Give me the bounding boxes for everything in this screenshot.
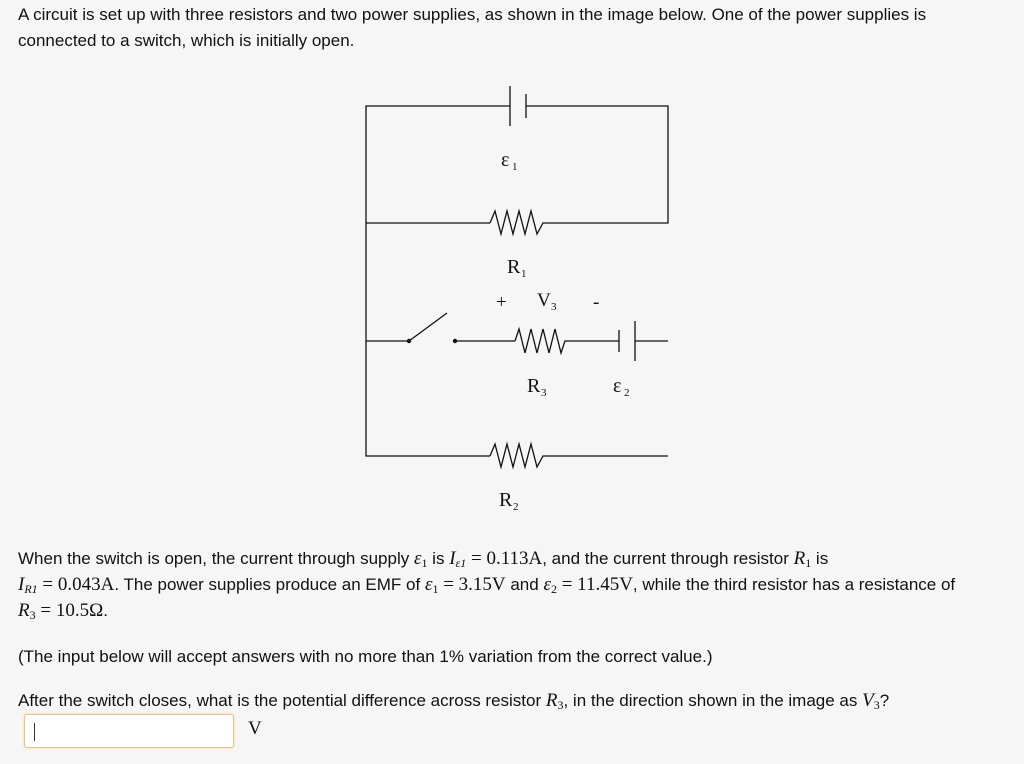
top-wire-right xyxy=(526,106,668,223)
v3-minus-sign: - xyxy=(593,292,600,313)
switch-pivot xyxy=(407,339,411,343)
resistor-r1 xyxy=(490,211,555,234)
tolerance-note: (The input below will accept answers with no more than 1% variation from the correct value.) xyxy=(18,647,713,666)
v3-label: V xyxy=(537,290,551,311)
eps2-subscript: 2 xyxy=(624,387,630,399)
middle-wire-left xyxy=(366,223,409,341)
problem-intro: A circuit is set up with three resistors and two power supplies, as shown in the image below. One of the power supplies is connected to a switch, which is initially open. xyxy=(18,5,927,50)
r3-subscript: 3 xyxy=(541,387,547,399)
answer-input[interactable] xyxy=(24,714,234,748)
question-text: After the switch closes, what is the potential difference across resistor $R_3$, in the direction shown in the image as $V_3$? xyxy=(18,690,890,712)
top-wire-left xyxy=(366,106,510,223)
switch-blade xyxy=(409,313,447,341)
v3-plus-sign: + xyxy=(496,292,507,313)
r2-label: R xyxy=(499,489,513,511)
v3-subscript: 3 xyxy=(551,301,557,313)
r2-subscript: 2 xyxy=(513,501,519,513)
eps2-label: ε xyxy=(613,375,622,397)
circuit-diagram xyxy=(355,76,675,526)
bottom-wire-left xyxy=(366,341,490,456)
problem-statement: When the switch is open, the current through supply $\varepsilon_1$ is $I_{\varepsilon 1} = 0.113A$, and the current through resistor $R_1$ is $I_{R1} = 0.043A$. The power supplies produce an EMF of $\varepsilon_1 = 3.15V$ and $\varepsilon_2 = 11.45V$, while the third resistor has a resistance of $R_3 = 10.5\Omega$. xyxy=(18,548,956,622)
switch-contact xyxy=(453,339,457,343)
answer-unit: V xyxy=(248,718,262,739)
r1-label: R xyxy=(507,256,521,278)
text-caret xyxy=(34,723,35,741)
r3-label: R xyxy=(527,375,541,397)
eps1-label: ε xyxy=(501,149,510,171)
eps1-subscript: 1 xyxy=(512,161,518,173)
r1-subscript: 1 xyxy=(521,268,527,280)
resistor-r2 xyxy=(490,444,668,467)
resistor-r3 xyxy=(515,329,619,353)
